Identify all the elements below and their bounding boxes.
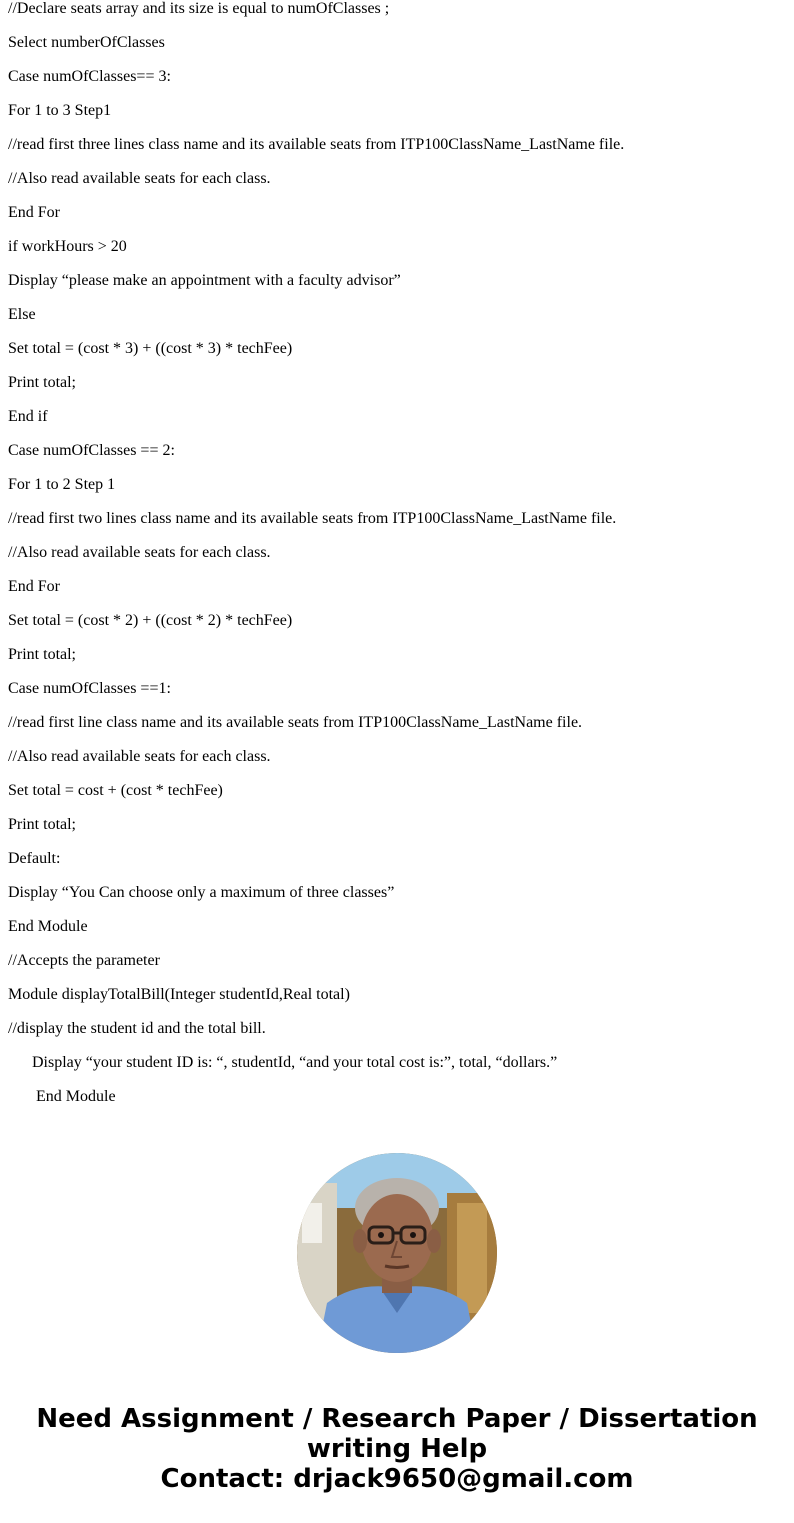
text-line: //read first line class name and its available seats from ITP100ClassName_LastName file. — [8, 714, 583, 731]
text-line: Display “please make an appointment with a faculty advisor” — [8, 272, 401, 289]
text-line: Print total; — [8, 646, 76, 663]
text-line: Else — [8, 306, 36, 323]
text-line: Set total = cost + (cost * techFee) — [8, 782, 223, 799]
text-line: //Declare seats array and its size is equal to numOfClasses ; — [8, 0, 390, 17]
promo-line-1: Need Assignment / Research Paper / Dissertation — [36, 1404, 758, 1434]
text-line: End Module — [36, 1088, 116, 1105]
text-line: //read first two lines class name and its available seats from ITP100ClassName_LastName file. — [8, 510, 617, 527]
text-line: //Also read available seats for each class. — [8, 170, 271, 187]
text-line: Print total; — [8, 374, 76, 391]
text-line: //Accepts the parameter — [8, 952, 160, 969]
text-line: End Module — [8, 918, 88, 935]
text-line: Case numOfClasses == 2: — [8, 442, 175, 459]
document-body — [8, 0, 788, 1122]
text-line: For 1 to 3 Step1 — [8, 102, 112, 119]
text-line: Display “You Can choose only a maximum of three classes” — [8, 884, 395, 901]
text-line: Select numberOfClasses — [8, 34, 165, 51]
text-line: Module displayTotalBill(Integer studentId,Real total) — [8, 986, 350, 1003]
text-line: //display the student id and the total bill. — [8, 1020, 266, 1037]
text-line: End For — [8, 204, 60, 221]
text-line: Set total = (cost * 2) + ((cost * 2) * techFee) — [8, 612, 293, 629]
avatar — [297, 1153, 497, 1353]
text-line: if workHours > 20 — [8, 238, 127, 255]
text-line: //Also read available seats for each class. — [8, 748, 271, 765]
text-line: //Also read available seats for each class. — [8, 544, 271, 561]
text-line: Case numOfClasses ==1: — [8, 680, 171, 697]
promo-contact: Contact: drjack9650@gmail.com — [160, 1464, 634, 1494]
text-line: Print total; — [8, 816, 76, 833]
promo-line-2: writing Help — [306, 1434, 488, 1464]
text-line: Display “your student ID is: “, studentId, “and your total cost is:”, total, “dollars.” — [32, 1054, 558, 1071]
text-line: Default: — [8, 850, 61, 867]
text-line: Set total = (cost * 3) + ((cost * 3) * techFee) — [8, 340, 293, 357]
text-line: End if — [8, 408, 48, 425]
text-line: //read first three lines class name and its available seats from ITP100ClassName_LastName file. — [8, 136, 625, 153]
promo-banner — [0, 1404, 794, 1494]
text-line: For 1 to 2 Step 1 — [8, 476, 116, 493]
text-line: Case numOfClasses== 3: — [8, 68, 171, 85]
text-line: End For — [8, 578, 60, 595]
person-photo-icon — [297, 1153, 497, 1353]
